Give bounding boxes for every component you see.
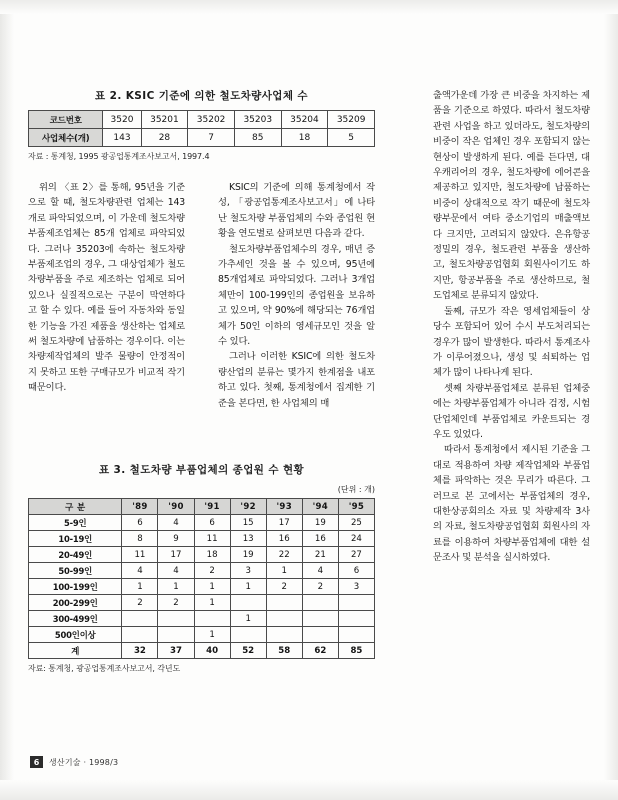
table3-cell: 9	[158, 531, 194, 547]
table3-cell	[266, 595, 302, 611]
table3-header-cell: '94	[302, 499, 338, 515]
table3-header-cell: '95	[338, 499, 374, 515]
table3-cell: 6	[338, 563, 374, 579]
table3-cell: 15	[230, 515, 266, 531]
paragraph: 셋째 차량부품업체로 분류된 업체중에는 차량부품업체가 아니라 검정, 시험단업체인데 부품업체로 카운트되는 경우도 있었다.	[433, 382, 590, 440]
table3-source: 자료: 통계청, 광공업통계조사보고서, 각년도	[28, 664, 181, 673]
table3-block	[28, 462, 375, 674]
scan-edge-top	[0, 0, 618, 14]
table-row	[29, 111, 375, 129]
table3-cell	[302, 611, 338, 627]
table3-cell	[158, 627, 194, 643]
table3-cell: 1	[194, 579, 230, 595]
table3-cell: 4	[158, 563, 194, 579]
body-column-middle	[218, 180, 375, 411]
table2-count-5: 5	[328, 129, 375, 147]
scan-edge-right	[604, 0, 618, 800]
table3-cell: 16	[302, 531, 338, 547]
table3-cell: 2	[158, 595, 194, 611]
table-row	[29, 563, 375, 579]
table3-header-cell: '90	[158, 499, 194, 515]
table3-cell	[338, 611, 374, 627]
table2-count-4: 18	[281, 129, 328, 147]
table-row	[29, 515, 375, 531]
table3-header-cell: '93	[266, 499, 302, 515]
table2	[28, 110, 375, 147]
table3-cell: 4	[122, 563, 158, 579]
table-row	[29, 129, 375, 147]
table3-cell: 6	[194, 515, 230, 531]
table3-cell: 25	[338, 515, 374, 531]
table3-cell: 2	[194, 563, 230, 579]
table3-header-cell: '89	[122, 499, 158, 515]
table3-row-label: 5-9인	[29, 515, 122, 531]
body-column-left	[28, 180, 185, 396]
table3-cell	[230, 627, 266, 643]
table3-cell: 24	[338, 531, 374, 547]
table2-rowlabel-code: 코드번호	[29, 111, 103, 129]
table3-cell: 85	[338, 643, 374, 659]
scan-edge-left	[0, 0, 14, 800]
table3-cell	[302, 627, 338, 643]
table2-block	[28, 88, 375, 162]
paragraph: 위의 〈표 2〉를 통해, 95년을 기준으로 할 때, 철도차량관련 업체는 143개로 파악되었으며, 이 가운데 철도차량부품제조업체는 85개 업체로 파악되었다. 그러나 35203에 속하는 철도차량부품제조업의 경우, 그 대상업체가 철도차량부품을 주로 제조하는 업체로 되어 있으나 실질적으로는 구분이 막연하다고 할 수 있다. 예를 들어 자동차와 동일한 기능을 가진 제품을 생산하는 업체로써 철도차량에 납품하는 경우이다. 이는 차량제작업체의 발주 물량이 안정적이지 못하고 또한 구매규모가 비교적 작기 때문이다.	[28, 182, 185, 394]
table2-code-1: 35201	[141, 111, 188, 129]
table3-row-label: 20-49인	[29, 547, 122, 563]
table-row	[29, 531, 375, 547]
page-footer	[30, 756, 118, 768]
body-column-right	[433, 88, 590, 566]
table3-caption: 표 3. 철도차량 부품업체의 종업원 수 현황	[98, 464, 305, 476]
table3-cell	[266, 627, 302, 643]
table2-code-3: 35203	[234, 111, 281, 129]
table3-row-label: 50-99인	[29, 563, 122, 579]
table3-cell: 1	[158, 579, 194, 595]
table3-cell: 3	[338, 579, 374, 595]
table3-cell: 11	[122, 547, 158, 563]
table3-cell: 27	[338, 547, 374, 563]
table3-cell	[122, 611, 158, 627]
table3-cell: 11	[194, 531, 230, 547]
table3-cell: 2	[122, 595, 158, 611]
table3-cell: 18	[194, 547, 230, 563]
paragraph: KSIC의 기준에 의해 통계청에서 작성, 「광공업통계조사보고서」에 나타난 철도차량 부품업체의 수와 종업원 현황을 연도별로 살펴보면 다음과 같다.	[218, 182, 375, 240]
table3-cell: 1	[194, 627, 230, 643]
page-content	[28, 88, 590, 748]
table2-code-5: 35209	[328, 111, 375, 129]
table2-source: 자료 : 통계청, 1995 광공업통계조사보고서, 1997.4	[28, 152, 210, 161]
table3-cell	[266, 611, 302, 627]
table3-cell: 1	[230, 579, 266, 595]
table-row	[29, 547, 375, 563]
table2-rowlabel-count: 사업체수(개)	[29, 129, 103, 147]
paragraph: 따라서 통계청에서 제시된 기준을 그대로 적용하여 차량 제작업체와 부품업체를 파악하는 것은 무리가 따른다. 그러므로 본 고에서는 부품업체의 경우, 대한상공회의소 자료 및 차량제작 3사의 자료, 철도차량공업협회 회원사의 자료를 이용하여 차량부품업체에 대한 설문조사 및 분석을 실시하였다.	[433, 444, 590, 564]
table3-cell	[338, 595, 374, 611]
table3-row-label: 200-299인	[29, 595, 122, 611]
table3-unit: (단위 : 개)	[337, 485, 375, 494]
scan-edge-bottom	[0, 780, 618, 800]
table2-count-1: 28	[141, 129, 188, 147]
table2-count-3: 85	[234, 129, 281, 147]
table3-cell: 62	[302, 643, 338, 659]
table3-cell: 17	[158, 547, 194, 563]
table3-cell: 4	[158, 515, 194, 531]
table3-cell: 4	[302, 563, 338, 579]
table3-header-cell: '91	[194, 499, 230, 515]
table3-header-cell: '92	[230, 499, 266, 515]
table-row	[29, 611, 375, 627]
table3-cell: 6	[122, 515, 158, 531]
table3-cell: 3	[230, 563, 266, 579]
table3-cell: 2	[266, 579, 302, 595]
paragraph: 출액가운데 가장 큰 비중을 차지하는 제품을 기준으로 하였다. 따라서 철도차량관련 사업을 하고 있더라도, 철도차량의 비중이 작은 업체인 경우 포함되지 않는 현상이 발생하게 된다. 예를 든다면, 대우캐리어의 경우, 철도차량에 에어콘을 제공하고 있지만, 철도차량에 납품하는 비중이 상대적으로 작기 때문에 철도차량부문에서 여타 중소기업의 매출액보다 크지만, 고려되지 않았다. 은유항공정밀의 경우, 철도관련 부품을 생산하고, 철도차량공업협회 회원사이기도 하지만, 항공부품을 주로 생산하므로, 철도업체로 분류되지 않았다.	[433, 90, 590, 302]
table2-count-2: 7	[188, 129, 235, 147]
table3-cell: 1	[194, 595, 230, 611]
table3-cell: 52	[230, 643, 266, 659]
table-row	[29, 643, 375, 659]
footer-text: 생산기술 · 1998/3	[49, 757, 119, 767]
table3-cell: 8	[122, 531, 158, 547]
paragraph: 그러나 이러한 KSIC에 의한 철도차량산업의 분류는 몇가지 한계점을 내포하고 있다. 첫째, 통계청에서 집계한 기준을 본다면, 한 사업체의 매	[218, 351, 375, 409]
table3-cell: 1	[122, 579, 158, 595]
table3-cell	[122, 627, 158, 643]
table3-row-label: 500인이상	[29, 627, 122, 643]
table3-cell: 19	[230, 547, 266, 563]
table3-cell	[302, 595, 338, 611]
table2-count-0: 143	[103, 129, 141, 147]
table3-cell: 40	[194, 643, 230, 659]
table2-code-0: 3520	[103, 111, 141, 129]
table2-code-4: 35204	[281, 111, 328, 129]
paragraph: 철도차량부품업체수의 경우, 매년 증가추세인 것을 볼 수 있으며, 95년에 85개업체로 파악되었다. 그러나 3개업체만이 100-199인의 종업원을 보유하고 있으며, 약 90%에 해당되는 76개업체가 50인 이하의 영세규모인 것을 알 수 있다.	[218, 243, 375, 348]
table3-cell: 17	[266, 515, 302, 531]
table3-cell: 22	[266, 547, 302, 563]
table3-cell: 37	[158, 643, 194, 659]
table3-cell: 16	[266, 531, 302, 547]
page-number: 6	[30, 756, 43, 768]
paragraph: 둘째, 규모가 작은 영세업체들이 상당수 포함되어 있어 수시 부도처리되는 경우가 많이 발생한다. 따라서 통계조사가 이루어졌으나, 생성 및 쇠퇴하는 업체가 많이 나타나게 된다.	[433, 305, 590, 379]
table3-cell	[194, 611, 230, 627]
table3-cell: 1	[230, 611, 266, 627]
table3-row-label: 100-199인	[29, 579, 122, 595]
table3-row-label: 10-19인	[29, 531, 122, 547]
table3-row-label: 계	[29, 643, 122, 659]
table-row	[29, 595, 375, 611]
table3-cell	[230, 595, 266, 611]
table-row	[29, 627, 375, 643]
table3-header-cell: 구 분	[29, 499, 122, 515]
table3	[28, 498, 375, 659]
table3-cell: 32	[122, 643, 158, 659]
table3-header-row	[29, 499, 375, 515]
table3-cell: 58	[266, 643, 302, 659]
table3-cell: 1	[266, 563, 302, 579]
table3-cell	[158, 611, 194, 627]
table3-cell	[338, 627, 374, 643]
table2-caption: 표 2. KSIC 기준에 의한 철도차량사업체 수	[95, 90, 308, 102]
table-row	[29, 579, 375, 595]
table3-row-label: 300-499인	[29, 611, 122, 627]
table2-code-2: 35202	[188, 111, 235, 129]
table3-cell: 2	[302, 579, 338, 595]
table3-cell: 19	[302, 515, 338, 531]
table3-cell: 21	[302, 547, 338, 563]
table3-cell: 13	[230, 531, 266, 547]
